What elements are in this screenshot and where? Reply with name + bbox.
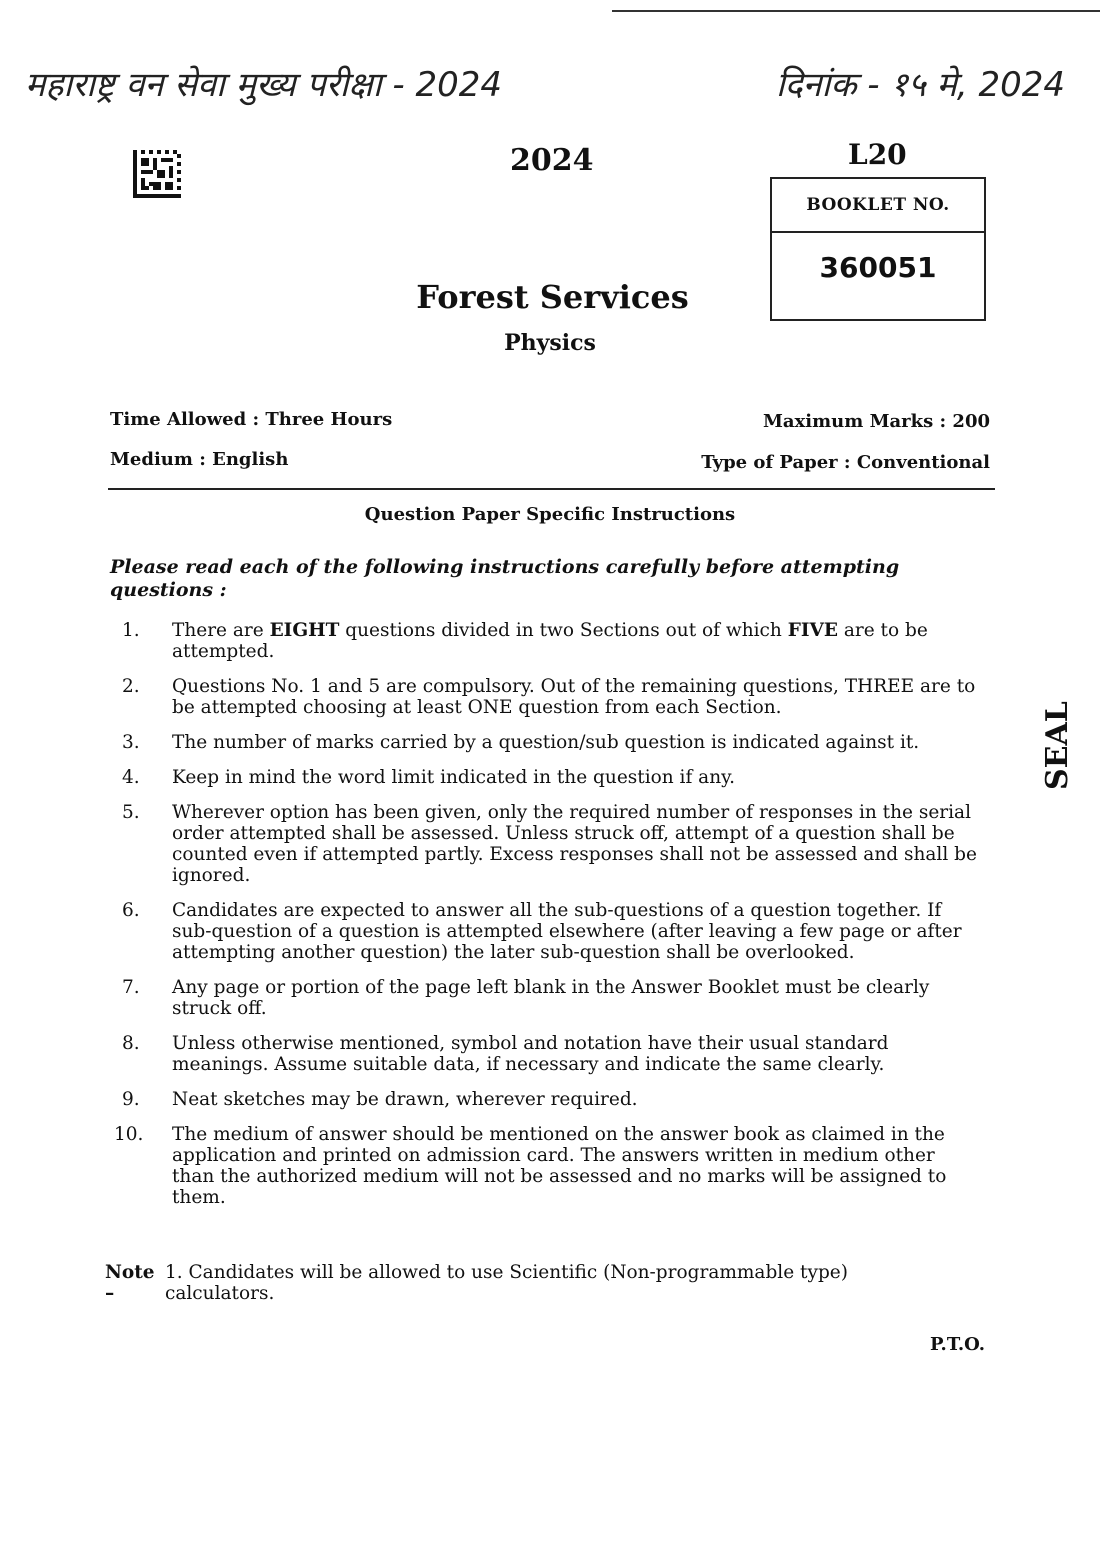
divider (108, 488, 995, 490)
seal-label: SEAL (1040, 701, 1075, 790)
paper-title: Forest Services (416, 278, 689, 316)
note (105, 1262, 925, 1304)
list-item: 8. Unless otherwise mentioned, symbol and notation have their usual standard meanings. Assume suitable data, if necessary and indicate the same clearly. (122, 1033, 889, 1075)
note-label: Note – (105, 1262, 155, 1304)
handwritten-date: दिनांक - १५ मे, 2024 (775, 65, 1065, 105)
datamatrix-code-icon (133, 150, 181, 198)
instructions-list (114, 620, 982, 1222)
instructions-heading: Question Paper Specific Instructions (364, 504, 736, 525)
list-item: 4. Keep in mind the word limit indicated in the question if any. (122, 767, 736, 788)
list-item: 10. The medium of answer should be mentioned on the answer book as claimed in the application and printed on admission card. The answers written in medium other than the authorized medium will not be assessed and no marks will be assigned to them. (114, 1124, 947, 1208)
pto-label: P.T.O. (930, 1334, 986, 1355)
instructions-lead: Please read each of the following instructions carefully before attempting questions : (110, 556, 900, 601)
note-text: 1. Candidates will be allowed to use Scientific (Non-programmable type) calculators. (165, 1262, 848, 1304)
list-item: 3. The number of marks carried by a question/sub question is indicated against it. (122, 732, 920, 753)
handwritten-header (25, 60, 1065, 106)
top-border-line (612, 10, 1100, 12)
paper-type: Type of Paper : Conventional (701, 452, 990, 473)
booklet-label: BOOKLET NO. (772, 179, 984, 233)
list-item: 9. Neat sketches may be drawn, wherever required. (122, 1089, 638, 1110)
paper-code: L20 (848, 138, 907, 171)
list-item: 5. Wherever option has been given, only the required number of responses in the serial order attempted shall be assessed. Unless struck off, attempt of a question shall be counted even if attempted partly. Excess responses shall not be assessed and shall be ignored. (122, 802, 977, 886)
list-item: 7. Any page or portion of the page left blank in the Answer Booklet must be clearly struck off. (122, 977, 930, 1019)
handwritten-exam-name: महाराष्ट्र वन सेवा मुख्य परीक्षा - 2024 (25, 65, 503, 105)
exam-year: 2024 (510, 143, 594, 178)
list-item: 1. There are EIGHT questions divided in two Sections out of which FIVE are to be attempted. (122, 620, 928, 662)
time-allowed: Time Allowed : Three Hours (110, 409, 393, 430)
list-item: 2. Questions No. 1 and 5 are compulsory. Out of the remaining questions, THREE are to be attempted choosing at least ONE question from each Section. (122, 676, 976, 718)
paper-subject: Physics (504, 330, 596, 356)
booklet-number: 360051 (819, 250, 937, 284)
maximum-marks: Maximum Marks : 200 (762, 411, 990, 432)
list-item: 6. Candidates are expected to answer all the sub-questions of a question together. If sub-question of a question is attempted elsewhere (after leaving a few page or after attempting another question) the later sub-question shall be overlooked. (122, 900, 962, 963)
medium: Medium : English (110, 449, 289, 470)
